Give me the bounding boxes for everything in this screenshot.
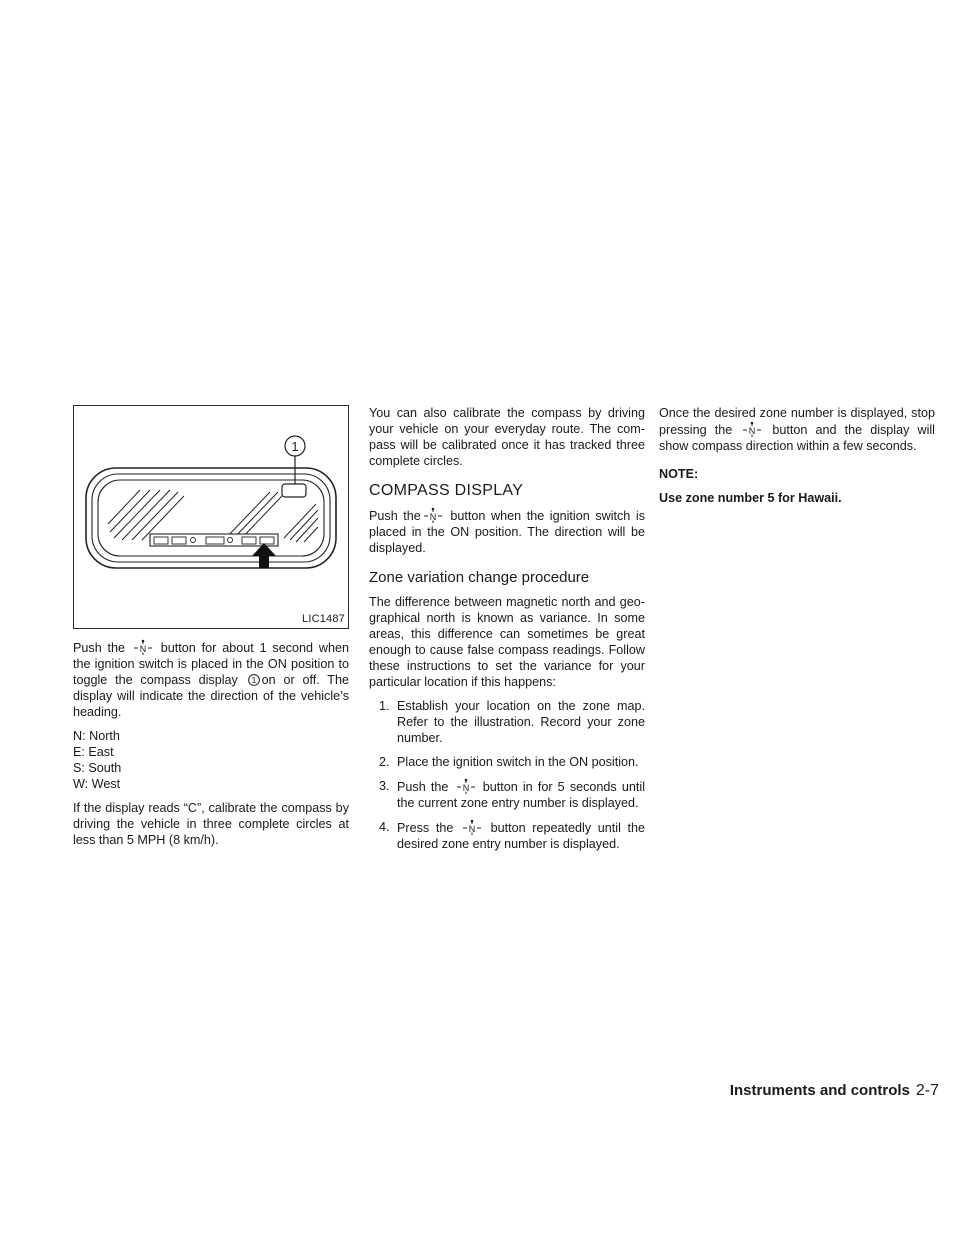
text-push-the: Push the (73, 641, 126, 655)
svg-text:N: N (429, 512, 437, 522)
text-stop-pressing: Once the desired zone number is displayed, stop pressing the (659, 406, 935, 437)
compass-n-icon (461, 819, 483, 835)
step-number: 4. (379, 820, 390, 834)
paragraph-variance: The difference between magnetic north and geo-graphical north is known as variance. In some areas, this difference can sometimes be great enough to cause false compass readings. Follow these instructions to set the variance for your particular location if this happens: (369, 595, 645, 689)
svg-text:N: N (468, 824, 476, 834)
svg-text:N: N (139, 644, 147, 654)
step-item (379, 754, 645, 770)
text-push-the: Push the (369, 509, 421, 523)
text-on-off: on or off. The display will indicate the direction of the vehicle’s heading. (73, 673, 350, 719)
direction-north: N: North (73, 729, 120, 743)
paragraph-compass-display (369, 507, 645, 556)
text-show-direction: button and the display will show compass direction within a few seconds. (659, 423, 935, 453)
svg-text:N: N (749, 426, 756, 436)
column-middle (369, 405, 645, 860)
figure-code: LIC1487 (302, 613, 345, 625)
step-text: Place the ignition switch in the ON position. (397, 755, 639, 769)
page-number: 2-7 (915, 1082, 939, 1099)
circled-1-icon (248, 674, 260, 686)
step-text: button repeatedly until the desired zone entry number is displayed. (397, 821, 646, 851)
rearview-mirror-drawing (74, 406, 348, 628)
callout-number: 1 (291, 439, 299, 454)
step-text: Establish your location on the zone map. Refer to the illustration. Record your zone number. (397, 699, 645, 745)
compass-n-icon (741, 421, 763, 437)
step-text: button in for 5 seconds until the current zone entry number is displayed. (397, 780, 645, 810)
step-item (379, 698, 645, 746)
compass-n-icon (455, 778, 477, 794)
paragraph-calibrate: If the display reads “C”, calibrate the compass by driving the vehicle in three complete circles at less than 5 MPH (8 km/h). (73, 801, 349, 847)
press-arrow-icon (252, 543, 276, 568)
step-text: Press the (397, 821, 454, 835)
direction-south: S: South (73, 761, 122, 775)
compass-n-icon (132, 639, 154, 655)
heading-zone-variation: Zone variation change procedure (369, 569, 590, 586)
paragraph-push-button (73, 639, 349, 720)
note-text: Use zone number 5 for Hawaii. (659, 491, 842, 505)
step-item (379, 778, 645, 811)
svg-text:1: 1 (251, 675, 257, 686)
direction-east: E: East (73, 745, 114, 759)
svg-text:N: N (462, 783, 469, 793)
step-number: 3. (379, 779, 390, 793)
paragraph-everyday-route: You can also calibrate the compass by driving your vehicle on your everyday route. The com-pass will be calibrated once it has tracked three complete circles. (369, 406, 645, 468)
column-left (73, 405, 349, 856)
note-label: NOTE: (659, 467, 699, 481)
direction-west: W: West (73, 777, 121, 791)
page-footer (689, 1083, 939, 1099)
section-title: Instruments and controls (729, 1082, 910, 1099)
mirror-illustration (73, 405, 349, 629)
compass-n-icon (422, 507, 444, 523)
paragraph-stop-pressing (659, 405, 935, 454)
text-ignition-on: button when the ignition switch is placed in the ON position. The direction will be displayed. (369, 509, 645, 555)
step-number: 1. (379, 699, 390, 713)
text-button-toggle: button for about 1 second when the ignition switch is placed in the ON position to toggle the compass display (73, 641, 350, 687)
step-text: Push the (397, 780, 449, 794)
column-right (659, 405, 935, 506)
heading-compass-display: COMPASS DISPLAY (369, 482, 524, 499)
procedure-steps (369, 698, 645, 852)
step-number: 2. (379, 755, 390, 769)
step-item (379, 819, 645, 852)
direction-list (73, 728, 349, 792)
